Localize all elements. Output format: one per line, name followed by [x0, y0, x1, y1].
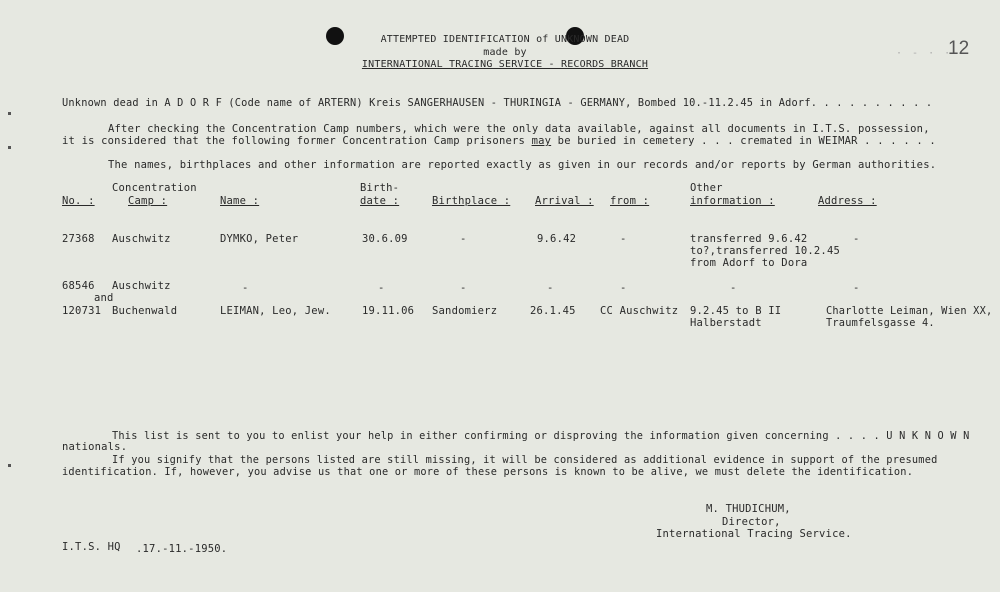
row1-arrival: 9.6.42 — [537, 233, 577, 245]
signature-name: M. THUDICHUM, — [706, 503, 791, 515]
col-header-name: Name : — [220, 195, 260, 207]
considered-line — [62, 135, 936, 147]
row2-no-b: 120731 — [62, 305, 102, 317]
row2-dash: - — [378, 282, 385, 294]
row2-other-1: 9.2.45 to B II — [690, 305, 782, 317]
page-number: 12 — [948, 38, 970, 59]
after-checking-line: After checking the Concentration Camp numbers, which were the only data available, against all documents in I.T.S. possession, — [108, 123, 930, 135]
closing-line-1: This list is sent to you to enlist your help in either confirming or disproving the information given concerning . . . . U N K N O W N — [112, 430, 970, 442]
margin-mark — [8, 146, 11, 149]
row2-dash: - — [853, 282, 860, 294]
col-header-from: from : — [610, 195, 650, 207]
col-header-other-1: Other — [690, 182, 723, 194]
row2-dash: - — [242, 282, 249, 294]
row1-camp: Auschwitz — [112, 233, 171, 245]
col-header-address: Address : — [818, 195, 877, 207]
closing-line-3: If you signify that the persons listed are still missing, it will be considered as additional evidence in support of the presumed — [112, 454, 938, 466]
faint-stamp: · - · · — [896, 48, 953, 59]
signature-title: Director, — [722, 516, 781, 528]
col-header-camp-2: Camp : — [128, 195, 168, 207]
row2-name: LEIMAN, Leo, Jew. — [220, 305, 331, 317]
row1-other-3: from Adorf to Dora — [690, 257, 808, 269]
footer-date: .17.-11.-1950. — [136, 543, 228, 555]
unknown-dead-line: Unknown dead in A D O R F (Code name of ARTERN) Kreis SANGERHAUSEN - THURINGIA - GERMANY, Bombed 10.-11.2.45 in Adorf. . . . . . . . . . — [62, 97, 933, 109]
row1-from: - — [620, 233, 627, 245]
considered-pre: it is considered that the following former Concentration Camp prisoners — [62, 135, 526, 147]
row2-birthplace: Sandomierz — [432, 305, 498, 317]
margin-mark — [8, 464, 11, 467]
margin-mark — [8, 112, 11, 115]
col-header-arrival: Arrival : — [535, 195, 594, 207]
row2-dash: - — [460, 282, 467, 294]
row2-address-1: Charlotte Leiman, Wien XX, — [826, 305, 993, 317]
row2-camp-b: Buchenwald — [112, 305, 178, 317]
row2-from: CC Auschwitz — [600, 305, 679, 317]
names-note-line: The names, birthplaces and other information are reported exactly as given in our records and/or reports by German authorities. — [108, 159, 937, 171]
row1-name: DYMKO, Peter — [220, 233, 299, 245]
row2-address-2: Traumfelsgasse 4. — [826, 317, 935, 329]
closing-line-2: nationals. — [62, 441, 128, 453]
row2-and: and — [94, 292, 114, 304]
signature-org: International Tracing Service. — [656, 528, 852, 540]
col-header-no: No. : — [62, 195, 95, 207]
col-header-birth-1: Birth- — [360, 182, 400, 194]
row1-other-2: to?,transferred 10.2.45 — [690, 245, 840, 257]
row1-no: 27368 — [62, 233, 95, 245]
footer-ref: I.T.S. HQ — [62, 541, 121, 553]
row2-no-a: 68546 — [62, 280, 95, 292]
col-header-camp-1: Concentration — [112, 182, 197, 194]
row1-birthdate: 30.6.09 — [362, 233, 408, 245]
row2-camp-a: Auschwitz — [112, 280, 171, 292]
col-header-birthplace: Birthplace : — [432, 195, 511, 207]
col-header-birth-2: date : — [360, 195, 400, 207]
row2-birthdate: 19.11.06 — [362, 305, 415, 317]
considered-may: may — [531, 135, 552, 147]
considered-post: be buried in cemetery . . . cremated in WEIMAR . . . . . . — [557, 135, 936, 147]
row1-address: - — [853, 233, 860, 245]
row2-dash: - — [620, 282, 627, 294]
header-branch: INTERNATIONAL TRACING SERVICE - RECORDS BRANCH — [361, 59, 649, 70]
col-header-other-2: information : — [690, 195, 775, 207]
header-title: ATTEMPTED IDENTIFICATION of UNKNOWN DEAD — [380, 34, 630, 45]
row1-birthplace: - — [460, 233, 467, 245]
row2-other-2: Halberstadt — [690, 317, 762, 329]
row2-arrival: 26.1.45 — [530, 305, 576, 317]
row2-dash: - — [547, 282, 554, 294]
row2-dash: - — [730, 282, 737, 294]
header-made-by: made by — [483, 47, 527, 58]
closing-line-4: identification. If, however, you advise us that one or more of these persons is known to be alive, we must delete the identification. — [62, 466, 914, 478]
row1-other-1: transferred 9.6.42 — [690, 233, 808, 245]
